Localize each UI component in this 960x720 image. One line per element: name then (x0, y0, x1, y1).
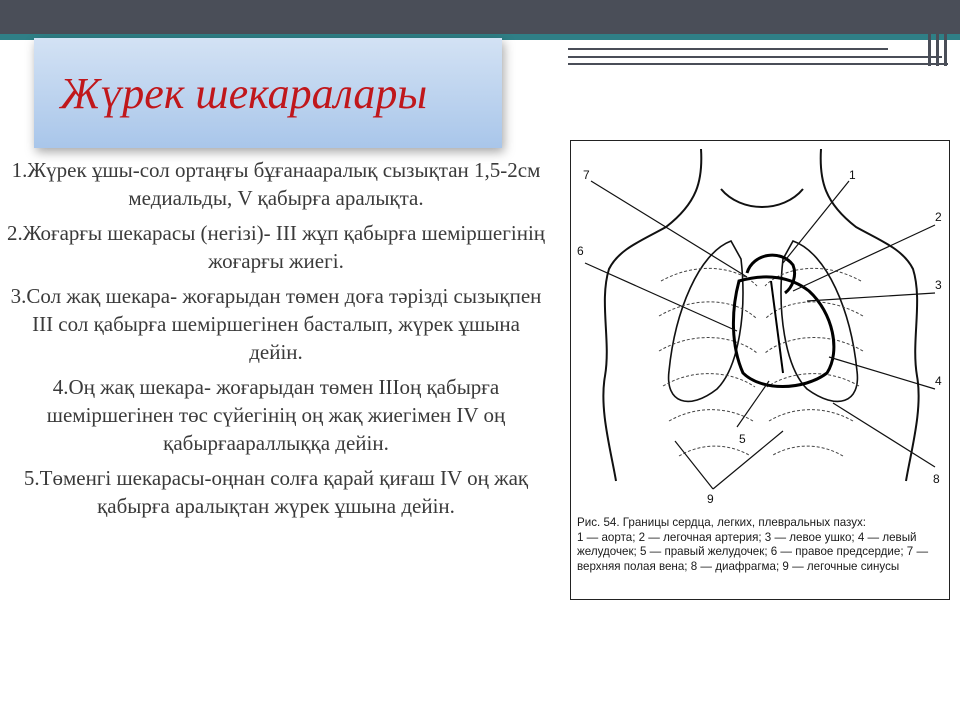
pointer-line (713, 431, 783, 489)
rib-line (669, 410, 753, 421)
neck-outline (603, 149, 701, 481)
rib-line (679, 446, 749, 456)
paragraph-left-border: 3.Сол жақ шекара- жоғарыдан төмен доға тәрізді сызықпен III сол қабырға шеміршегінен басталып, жүрек ұшына дейін. (10, 284, 542, 364)
content-text (6, 156, 546, 527)
header-vertical-stripe (944, 0, 947, 66)
header-stripe (568, 56, 942, 58)
header-vertical-stripe (928, 0, 931, 66)
pointer-line (793, 225, 935, 291)
pointer-line (807, 293, 935, 301)
header-stripe (568, 48, 888, 50)
pointer-line (737, 381, 769, 427)
label-4: 4 (935, 374, 942, 388)
label-7: 7 (583, 168, 590, 182)
label-2: 2 (935, 210, 942, 224)
label-3: 3 (935, 278, 942, 292)
pointer-line (585, 263, 737, 331)
heart-illustration (571, 141, 949, 513)
pointer-line (783, 181, 849, 263)
label-6: 6 (577, 244, 584, 258)
rib-line (663, 374, 755, 387)
paragraph-right-border: 4.Оң жақ шекара- жоғарыдан төмен IIIоң қабырға шеміршегінен төс сүйегінің оң жақ жиегімен IV оң қабырғаараллыққа дейін. (46, 375, 506, 455)
header-bar (0, 0, 960, 34)
pointer-line (833, 403, 935, 467)
rib-line (769, 410, 853, 421)
caption-legend: 1 — аорта; 2 — легочная артерия; 3 — левое ушко; 4 — левый желудочек; 5 — правый желудочек; 6 — правое предсердие; 7 — верхняя полая вена; 8 — диафрагма; 9 — легочные синусы (577, 530, 929, 573)
paragraph-lower-border: 5.Төменгі шекарасы-оңнан солға қарай қиғаш IV оң жақ қабырға аралықтан жүрек ұшына дейін. (23, 466, 529, 518)
header-vertical-stripe (936, 0, 939, 66)
label-1: 1 (849, 168, 856, 182)
label-8: 8 (933, 472, 940, 486)
header-stripe (568, 63, 948, 65)
figure-caption (577, 516, 943, 574)
label-5: 5 (739, 432, 746, 446)
rib-line (765, 302, 863, 319)
pointer-line (591, 181, 747, 277)
label-9: 9 (707, 492, 714, 506)
paragraph-upper-border: 2.Жоғарғы шекарасы (негізі)- III жұп қабырға шеміршегінің жоғарғы жиегі. (6, 221, 546, 273)
aortic-arch (747, 255, 795, 293)
caption-heading: Рис. 54. Границы сердца, легких, плевральных пазух: (577, 516, 867, 529)
heart-borders-figure (570, 140, 950, 600)
right-lung-outline (669, 241, 743, 401)
chin-outline (721, 189, 803, 207)
pointer-line (675, 441, 713, 489)
rib-line (773, 446, 843, 456)
paragraph-apex: 1.Жүрек ұшы-сол ортаңғы бұғанааралық сызықтан 1,5-2см медиальды, V қабырға аралықта. (11, 158, 541, 210)
slide-title: Жүрек шекаралары (60, 69, 428, 118)
pointer-line (829, 357, 935, 389)
